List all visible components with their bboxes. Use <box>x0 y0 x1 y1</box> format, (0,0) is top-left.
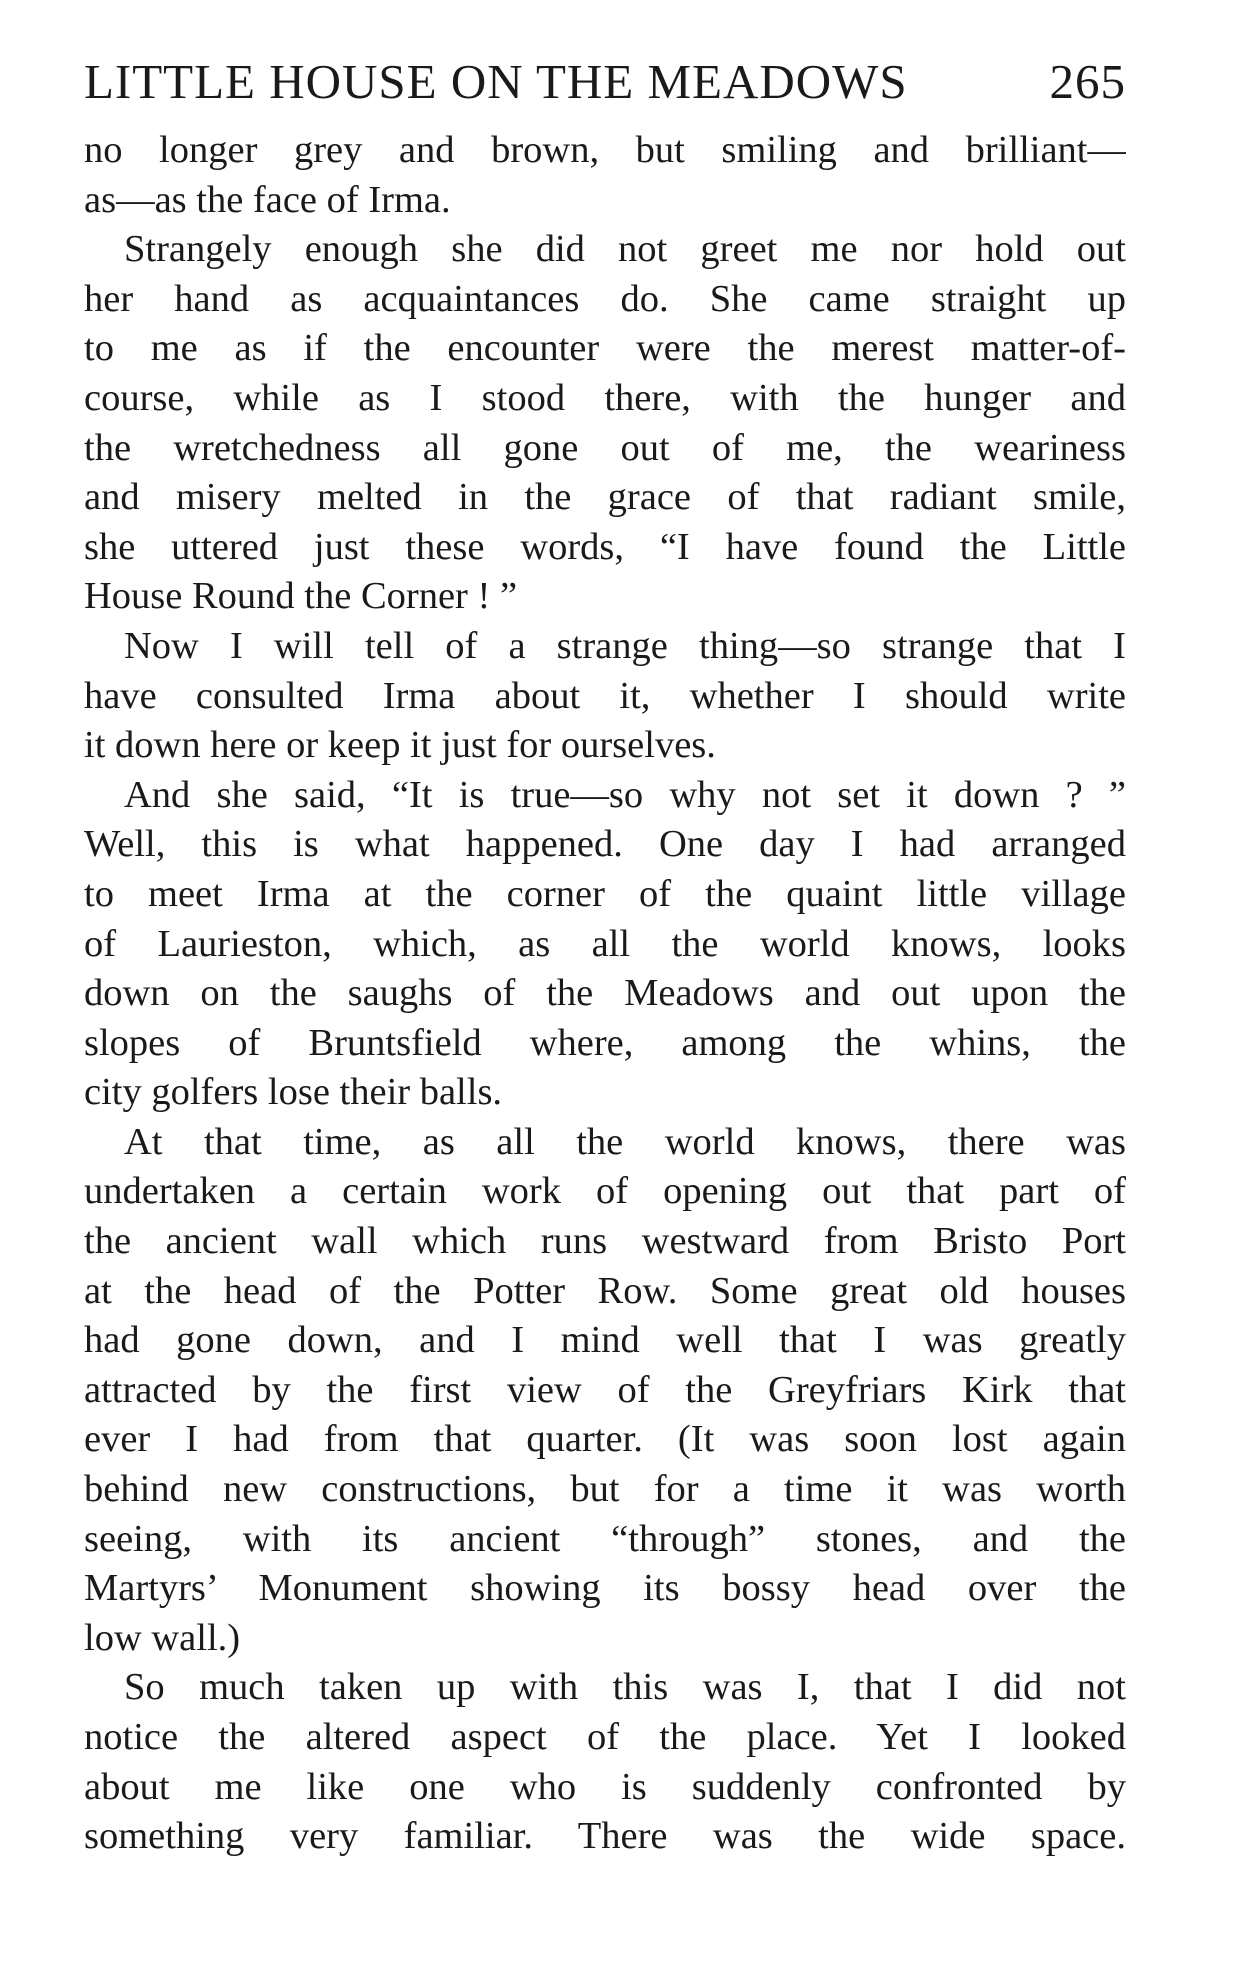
text-line: it down here or keep it just for ourselves. <box>84 724 716 767</box>
text-line: So much taken up with this was I, that I did not <box>124 1666 1126 1709</box>
text-line: her hand as acquaintances do. She came straight up <box>84 277 1126 320</box>
running-title: LITTLE HOUSE ON THE MEADOWS <box>84 54 908 109</box>
text-line: about me like one who is suddenly confronted by <box>84 1765 1126 1808</box>
text-line: And she said, “It is true—so why not set it down ? ” <box>124 773 1126 816</box>
text-line: Strangely enough she did not greet me nor hold out <box>124 228 1126 271</box>
paragraph <box>84 1118 1126 1664</box>
text-line: behind new constructions, but for a time it was worth <box>84 1468 1126 1511</box>
text-line: and misery melted in the grace of that radiant smile, <box>84 476 1126 519</box>
text-line: to me as if the encounter were the merest matter-of- <box>84 327 1126 370</box>
paragraph <box>84 771 1126 1118</box>
paragraph <box>84 126 1126 225</box>
text-line: she uttered just these words, “I have found the Little <box>84 525 1126 568</box>
text-line: notice the altered aspect of the place. Yet I looked <box>84 1716 1126 1758</box>
paragraph <box>84 1663 1126 1861</box>
running-header <box>84 52 1126 112</box>
text-line: the wretchedness all gone out of me, the weariness <box>84 426 1126 469</box>
paragraph <box>84 622 1126 771</box>
text-line: city golfers lose their balls. <box>84 1071 503 1114</box>
text-line: House Round the Corner ! ” <box>84 575 518 618</box>
page-number: 265 <box>1049 54 1126 109</box>
text-line: to meet Irma at the corner of the quaint little village <box>84 872 1126 915</box>
text-line: course, while as I stood there, with the hunger and <box>84 376 1126 419</box>
book-page <box>84 52 1126 1862</box>
text-line: low wall.) <box>84 1616 241 1659</box>
text-line: have consulted Irma about it, whether I should write <box>84 674 1126 717</box>
text-line: slopes of Bruntsfield where, among the whins, the <box>84 1021 1126 1064</box>
paragraph <box>84 225 1126 622</box>
text-line: undertaken a certain work of opening out that part of <box>84 1170 1126 1213</box>
text-line: of Laurieston, which, as all the world knows, looks <box>84 922 1126 965</box>
text-line: down on the saughs of the Meadows and out upon the <box>84 972 1126 1015</box>
text-line: Now I will tell of a strange thing—so strange that I <box>124 624 1126 667</box>
text-line: attracted by the first view of the Greyfriars Kirk that <box>84 1368 1126 1411</box>
text-line: Well, this is what happened. One day I had arranged <box>84 823 1126 866</box>
text-line: as—as the face of Irma. <box>84 178 451 221</box>
body-text <box>84 126 1126 1862</box>
text-line: Martyrs’ Monument showing its bossy head over the <box>84 1567 1126 1610</box>
text-line: at the head of the Potter Row. Some great old houses <box>84 1269 1126 1312</box>
text-line: At that time, as all the world knows, there was <box>124 1120 1126 1163</box>
text-line: something very familiar. There was the wide space. <box>84 1815 1126 1858</box>
text-line: seeing, with its ancient “through” stones, and the <box>84 1517 1126 1560</box>
text-line: ever I had from that quarter. (It was soon lost again <box>84 1418 1126 1461</box>
text-line: the ancient wall which runs westward from Bristo Port <box>84 1220 1126 1263</box>
text-line: had gone down, and I mind well that I was greatly <box>84 1319 1126 1362</box>
text-line: no longer grey and brown, but smiling and brilliant— <box>84 129 1126 171</box>
